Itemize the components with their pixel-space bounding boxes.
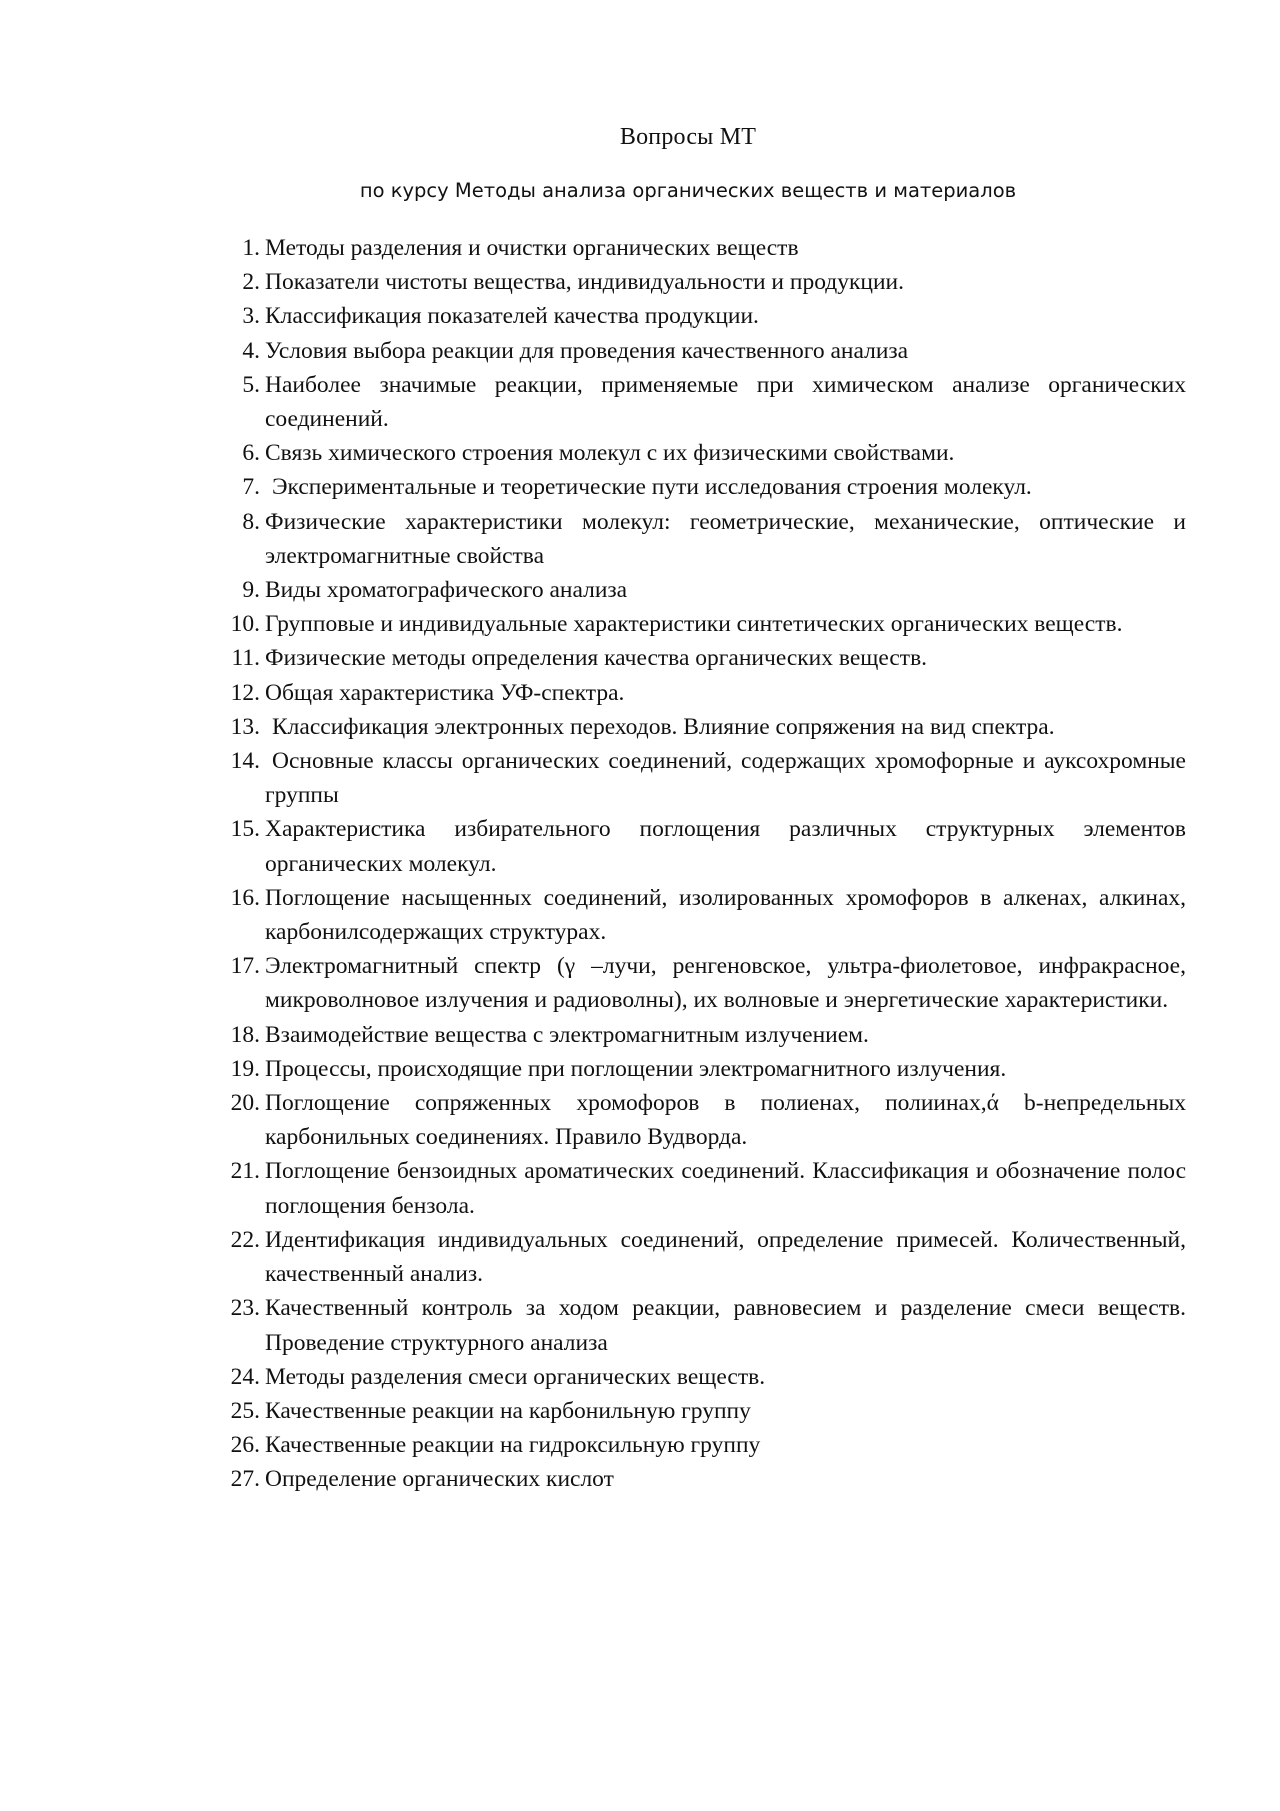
question-text: Качественные реакции на гидроксильную группу	[265, 1432, 761, 1459]
question-number: 4.	[242, 337, 260, 364]
question-number: 7.	[242, 474, 260, 501]
question-text: Показатели чистоты вещества, индивидуальности и продукции.	[265, 269, 904, 296]
question-text: Определение органических кислот	[265, 1466, 614, 1493]
question-text: Физические методы определения качества органических веществ.	[265, 645, 928, 672]
question-item	[224, 1086, 1186, 1154]
question-text: Качественные реакции на карбонильную группу	[265, 1397, 751, 1424]
question-number: 18.	[230, 1021, 260, 1048]
question-item	[224, 710, 1186, 744]
question-number: 10.	[230, 611, 260, 638]
question-item	[224, 676, 1186, 710]
question-item	[224, 573, 1186, 607]
question-item	[224, 1018, 1186, 1052]
question-item	[224, 436, 1186, 470]
question-text: Основные классы органических соединений, содержащих хромофорные и ауксохромные группы	[265, 748, 1186, 809]
question-number: 3.	[242, 303, 260, 330]
question-item	[224, 299, 1186, 333]
question-item	[224, 949, 1186, 1017]
question-item	[224, 812, 1186, 880]
question-text: Групповые и индивидуальные характеристики синтетических органических веществ.	[265, 611, 1123, 638]
question-number: 12.	[230, 679, 260, 706]
question-number: 24.	[230, 1363, 260, 1390]
question-item	[224, 881, 1186, 949]
question-item	[224, 368, 1186, 436]
question-text: Физические характеристики молекул: геометрические, механические, оптические и электромагнитные свойства	[265, 508, 1186, 569]
question-item	[224, 641, 1186, 675]
question-text: Взаимодействие вещества с электромагнитным излучением.	[265, 1021, 869, 1048]
question-number: 16.	[230, 884, 260, 911]
question-number: 9.	[242, 577, 260, 604]
document-title: Вопросы МТ	[619, 124, 757, 150]
question-item	[224, 1052, 1186, 1086]
question-number: 5.	[242, 371, 260, 398]
question-number: 25.	[230, 1397, 260, 1424]
question-text: Классификация показателей качества продукции.	[265, 303, 759, 330]
question-item	[224, 231, 1186, 265]
question-number: 14.	[230, 748, 260, 775]
question-item	[224, 1223, 1186, 1291]
question-number: 20.	[230, 1090, 260, 1117]
question-item	[224, 1428, 1186, 1462]
question-number: 21.	[230, 1158, 260, 1185]
question-text: Виды хроматографического анализа	[265, 577, 628, 604]
question-item	[224, 505, 1186, 573]
question-text: Характеристика избирательного поглощения различных структурных элементов органических молекул.	[265, 816, 1186, 877]
question-number: 22.	[230, 1226, 260, 1253]
question-text: Связь химического строения молекул с их физическими свойствами.	[265, 440, 955, 467]
question-item	[224, 265, 1186, 299]
document-subtitle: по курсу Методы анализа органических веществ и материалов	[359, 179, 1017, 202]
question-number: 26.	[230, 1432, 260, 1459]
question-item	[224, 1360, 1186, 1394]
question-item	[224, 744, 1186, 812]
question-item	[224, 334, 1186, 368]
question-number: 2.	[242, 269, 260, 296]
question-item	[224, 607, 1186, 641]
question-text: Процессы, происходящие при поглощении электромагнитного излучения.	[265, 1055, 1007, 1082]
question-text: Классификация электронных переходов. Влияние сопряжения на вид спектра.	[272, 713, 1055, 740]
question-number: 8.	[242, 508, 260, 535]
question-text: Общая характеристика УФ-спектра.	[265, 679, 625, 706]
question-text: Качественный контроль за ходом реакции, равновесием и разделение смеси веществ. Проведение структурного анализа	[265, 1295, 1186, 1356]
question-item	[224, 1394, 1186, 1428]
question-text: Методы разделения смеси органических веществ.	[265, 1363, 766, 1390]
question-text: Идентификация индивидуальных соединений, определение примесей. Количественный, качественный анализ.	[265, 1226, 1186, 1288]
question-text: Электромагнитный спектр (γ –лучи, ренгеновское, ультра-фиолетовое, инфракрасное, микроволновое излучения и радиоволны), их волновые и энергетические характеристики.	[265, 953, 1186, 1014]
question-number: 11.	[231, 645, 260, 672]
question-item	[224, 1154, 1186, 1222]
question-text: Методы разделения и очистки органических веществ	[265, 235, 799, 261]
question-list	[224, 231, 1186, 1497]
question-number: 6.	[242, 440, 260, 467]
question-number: 23.	[230, 1295, 260, 1322]
question-number: 17.	[230, 953, 260, 980]
question-text: Поглощение сопряженных хромофоров в полиенах, полиинах,ά b-непредельных карбонильных соединениях. Правило Вудворда.	[265, 1090, 1186, 1151]
question-text: Поглощение бензоидных ароматических соединений. Классификация и обозначение полос поглощения бензола.	[265, 1158, 1186, 1219]
question-item	[224, 1291, 1186, 1359]
question-number: 13.	[230, 713, 260, 740]
question-number: 19.	[230, 1055, 260, 1082]
question-item	[224, 470, 1186, 504]
question-text: Экспериментальные и теоретические пути исследования строения молекул.	[272, 474, 1032, 501]
question-text: Поглощение насыщенных соединений, изолированных хромофоров в алкенах, алкинах, карбонилсодержащих структурах.	[265, 884, 1186, 946]
question-number: 27.	[230, 1466, 260, 1493]
question-number: 15.	[230, 816, 260, 843]
question-text: Условия выбора реакции для проведения качественного анализа	[265, 337, 909, 364]
question-text: Наиболее значимые реакции, применяемые при химическом анализе органических соединений.	[265, 371, 1186, 433]
question-item	[224, 1462, 1186, 1496]
question-number: 1.	[242, 235, 260, 261]
